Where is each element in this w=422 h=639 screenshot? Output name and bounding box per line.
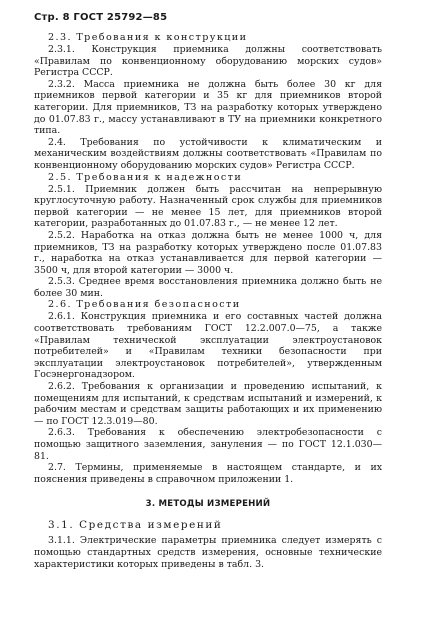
paragraph-2-3-1: 2.3.1. Конструкция приемника должны соответствовать «Правилам по конвенционному оборудованию морских судов» Регистра СССР. <box>34 44 382 79</box>
paragraph-2-3-2: 2.3.2. Масса приемника не должна быть более 30 кг для приемников первой категории и 35 кг для приемников второй категории. Для приемников, ТЗ на разработку которых утверждено до 01.07.83 г., массу устанавливают в ТУ на приемники конкретного типа. <box>34 78 382 137</box>
paragraph-2-5-2: 2.5.2. Наработка на отказ должна быть не менее 1000 ч, для приемников, ТЗ на разработку которых утверждено после 01.07.83 г., наработка на отказ устанавливается для первой категории — 3500 ч, для второй категории — 3000 ч. <box>34 229 382 276</box>
heading-2-6: 2.6. Требования безопасности <box>48 299 241 311</box>
section-title-3: 3. МЕТОДЫ ИЗМЕРЕНИЙ <box>145 499 271 510</box>
paragraph-2-6-3: 2.6.3. Требования к обеспечению электробезопасности с помощью защитного заземления, зануления — по ГОСТ 12.1.030—81. <box>34 427 382 462</box>
paragraph-2-5-1: 2.5.1. Приемник должен быть рассчитан на непрерывную круглосуточную работу. Назначенный срок службы для приемников первой категории — не менее 15 лет, для приемников второй категории, разработанных до 01.07.83 г., — не менее 12 лет. <box>34 183 382 230</box>
heading-2-5: 2.5. Требования к надежности <box>48 171 243 183</box>
paragraph-2-7: 2.7. Термины, применяемые в настоящем стандарте, и их пояснения приведены в справочном приложении 1. <box>34 462 382 485</box>
paragraph-2-6-2: 2.6.2. Требования к организации и проведению испытаний, к помещениям для испытаний, к средствам испытаний и измерений, к рабочим местам и средствам защиты работающих и их применению — по ГОСТ 12.3.019—80. <box>34 381 382 427</box>
paragraph-2-5-3: 2.5.3. Среднее время восстановления приемника должно быть не более 30 мин. <box>34 276 382 299</box>
heading-2-3: 2.3. Требования к конструкции <box>48 32 248 43</box>
paragraph-2-6-1: 2.6.1. Конструкция приемника и его составных частей должна соответствовать требованиям ГОСТ 12.2.007.0—75, а также «Правилам технической эксплуатации электроустановок потребителей» и «Правилам техники безопасности при эксплуатации электроустановок потребителей», утвержденным Госэнергонадзором. <box>34 311 382 381</box>
paragraph-2-4: 2.4. Требования по устойчивости к климатическим и механическим воздействиям должны соответствовать «Правилам по конвенционному оборудованию морских судов» Регистра СССР. <box>34 136 382 171</box>
heading-3-1: 3.1. Средства измерений <box>48 519 223 532</box>
paragraph-3-1-1: 3.1.1. Электрические параметры приемника следует измерять с помощью стандартных средств измерения, основные технические характеристики которых приведены в табл. 3. <box>34 535 382 570</box>
page-header: Стр. 8 ГОСТ 25792—85 <box>34 12 168 23</box>
